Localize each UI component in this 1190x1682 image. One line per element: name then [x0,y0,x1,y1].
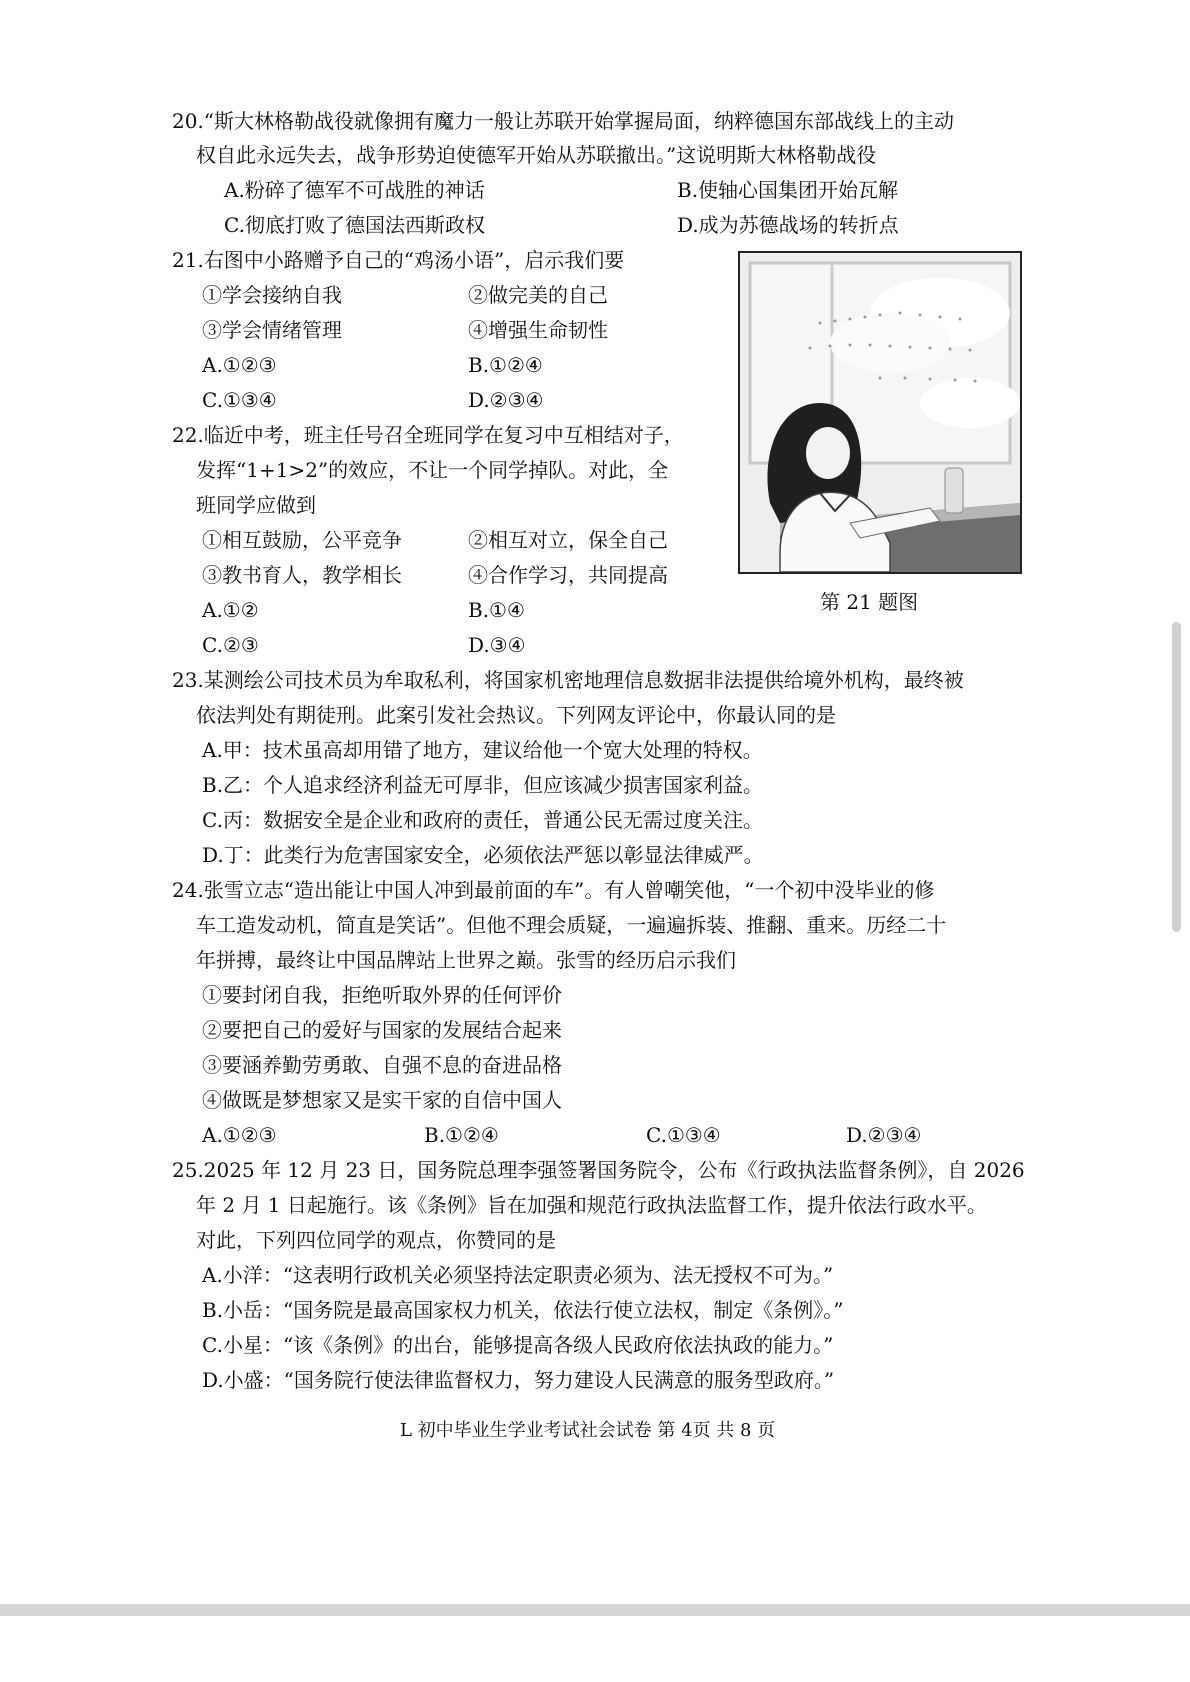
page-bottom-divider [0,1604,1190,1616]
q22-item-1: ①相互鼓励，公平竞争 [202,528,402,552]
q24-item-1: ①要封闭自我，拒绝听取外界的任何评价 [202,983,562,1007]
q21-option-c: C.①③④ [202,388,277,412]
q22-option-b: B.①④ [468,598,525,622]
q24-option-d: D.②③④ [846,1123,922,1147]
q20-option-d: D.成为苏德战场的转折点 [677,213,899,237]
q21-stem: 21.右图中小路赠予自己的“鸡汤小语”，启示我们要 [172,248,625,272]
q20-stem-line-1: 20.“斯大林格勒战役就像拥有魔力一般让苏联开始掌握局面，纳粹德国东部战线上的主动 [172,109,955,133]
vertical-scrollbar[interactable] [1172,622,1181,932]
q25-stem-line-3: 对此，下列四位同学的观点，你赞同的是 [196,1228,556,1252]
q21-figure-caption: 第 21 题图 [820,590,919,614]
q25-option-a: A.小洋：“这表明行政机关必须坚持法定职责必须为、法无授权不可为。” [202,1263,834,1287]
q21-item-1: ①学会接纳自我 [202,283,342,307]
q25-stem-line-2: 年 2 月 1 日起施行。该《条例》旨在加强和规范行政执法监督工作，提升依法行政水平。 [196,1193,987,1217]
q24-option-a: A.①②③ [202,1123,277,1147]
q23-option-b: B.乙：个人追求经济利益无可厚非，但应该减少损害国家利益。 [202,773,764,797]
q21-option-d: D.②③④ [468,388,544,412]
q23-option-c: C.丙：数据安全是企业和政府的责任，普通公民无需过度关注。 [202,808,763,832]
q24-stem-line-3: 年拼搏，最终让中国品牌站上世界之巅。张雪的经历启示我们 [196,948,736,972]
q25-option-d: D.小盛：“国务院行使法律监督权力，努力建设人民满意的服务型政府。” [202,1368,835,1392]
q24-item-4: ④做既是梦想家又是实干家的自信中国人 [202,1088,562,1112]
q21-item-3: ③学会情绪管理 [202,318,342,342]
q22-option-a: A.①② [202,598,259,622]
q24-stem-line-2: 车工造发动机，简直是笑话”。但他不理会质疑，一遍遍拆装、推翻、重来。历经二十 [196,913,947,937]
q23-option-a: A.甲：技术虽高却用错了地方，建议给他一个宽大处理的特权。 [202,738,763,762]
q24-stem-line-1: 24.张雪立志“造出能让中国人冲到最前面的车”。有人曾嘲笑他，“一个初中没毕业的修 [172,878,935,902]
q25-option-b: B.小岳：“国务院是最高国家权力机关，依法行使立法权，制定《条例》。” [202,1298,844,1322]
q21-option-a: A.①②③ [202,353,277,377]
q24-item-3: ③要涵养勤劳勇敢、自强不息的奋进品格 [202,1053,562,1077]
q22-stem-line-2: 发挥“1+1>2”的效应，不让一个同学掉队。对此，全 [196,458,669,482]
q24-option-b: B.①②④ [424,1123,499,1147]
q22-stem-line-3: 班同学应做到 [196,493,316,517]
q23-stem-line-2: 依法判处有期徒刑。此案引发社会热议。下列网友评论中，你最认同的是 [196,703,836,727]
q25-option-c: C.小星：“该《条例》的出台，能够提高各级人民政府依法执政的能力。” [202,1333,834,1357]
q24-option-c: C.①③④ [646,1123,721,1147]
q23-option-d: D.丁：此类行为危害国家安全，必须依法严惩以彰显法律威严。 [202,843,764,867]
girl-studying-illustration [740,253,1020,572]
q22-item-2: ②相互对立，保全自己 [468,528,668,552]
q22-item-4: ④合作学习，共同提高 [468,563,668,587]
q20-option-a: A.粉碎了德军不可战胜的神话 [224,178,485,202]
q20-option-c: C.彻底打败了德国法西斯政权 [224,213,485,237]
q22-option-c: C.②③ [202,633,259,657]
q20-option-b: B.使轴心国集团开始瓦解 [677,178,899,202]
q21-item-2: ②做完美的自己 [468,283,608,307]
q22-option-d: D.③④ [468,633,526,657]
q20-stem-line-2: 权自此永远失去，战争形势迫使德军开始从苏联撤出。”这说明斯大林格勒战役 [196,143,877,167]
q22-stem-line-1: 22.临近中考，班主任号召全班同学在复习中互相结对子， [172,423,684,447]
q25-stem-line-1: 25.2025 年 12 月 23 日，国务院总理李强签署国务院令，公布《行政执法监督条例》，自 2026 [172,1158,1025,1182]
q23-stem-line-1: 23.某测绘公司技术员为牟取私利，将国家机密地理信息数据非法提供给境外机构，最终被 [172,668,964,692]
q21-option-b: B.①②④ [468,353,543,377]
q24-item-2: ②要把自己的爱好与国家的发展结合起来 [202,1018,562,1042]
q21-item-4: ④增强生命韧性 [468,318,608,342]
page-footer: L 初中毕业生学业考试社会试卷 第 4页 共 8 页 [400,1420,776,1441]
q21-illustration [738,251,1022,574]
q22-item-3: ③教书育人，教学相长 [202,563,402,587]
